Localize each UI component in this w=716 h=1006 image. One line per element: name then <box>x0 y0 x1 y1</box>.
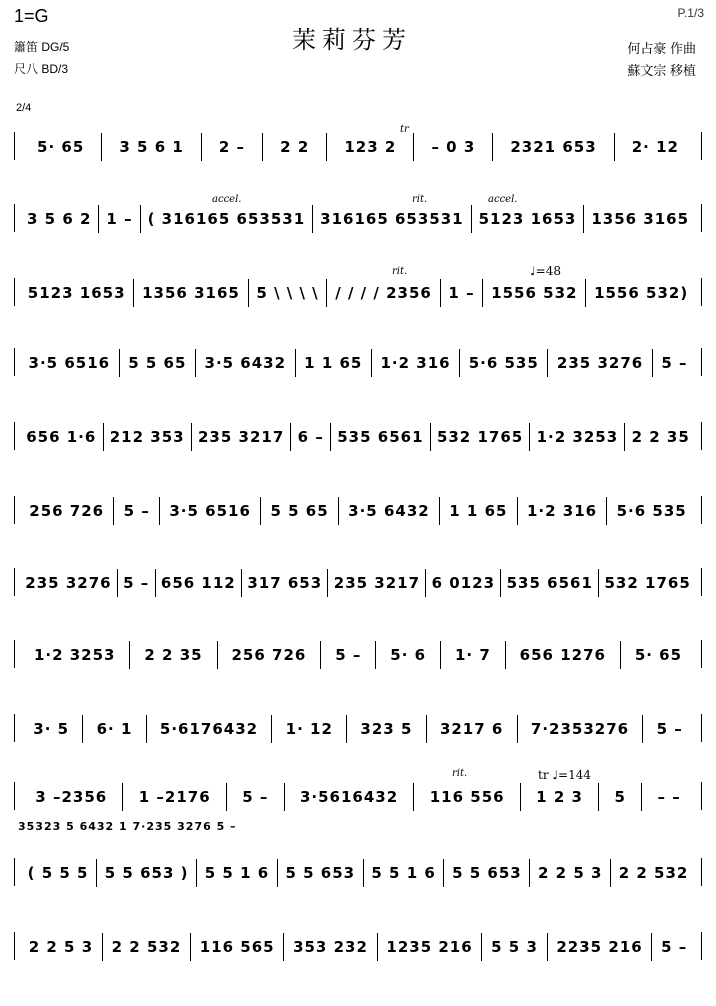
measure: ( 5 5 5 <box>20 859 97 887</box>
measure: 5 – <box>656 720 683 738</box>
measure: 3·5 6516 <box>160 497 261 525</box>
notation-row <box>14 924 702 970</box>
measure: 5 5 1 6 <box>197 859 278 887</box>
measure: 2 2 <box>263 133 327 161</box>
tempo-mark: ♩=48 <box>530 264 561 278</box>
measure: 1 – <box>441 279 484 307</box>
measure: 5 5 653 ) <box>97 859 197 887</box>
measure: 353 232 <box>284 933 377 961</box>
measure: 532 1765 <box>604 574 691 592</box>
measure: 535 6561 <box>331 423 431 451</box>
measure: 2 2 5 3 <box>530 859 611 887</box>
measure: 3 –2356 <box>20 783 123 811</box>
measure: 5123 1653 <box>20 279 134 307</box>
measure: 1 –2176 <box>123 783 226 811</box>
measure: 235 3217 <box>328 569 426 597</box>
barline <box>14 496 15 524</box>
measure: 1356 3165 <box>591 210 690 228</box>
measure: 5 5 653 <box>444 859 530 887</box>
measure: 5·6 535 <box>616 502 687 520</box>
measure: 5123 1653 <box>472 205 585 233</box>
key-signature: 1=G <box>14 6 49 26</box>
notation-row <box>14 340 702 386</box>
barline <box>14 640 15 668</box>
barline <box>14 348 15 376</box>
measure: 3· 5 <box>20 715 83 743</box>
measure: 5 <box>599 783 642 811</box>
instrument-line-1: 簫笛 DG/5 <box>14 40 70 54</box>
measure: 5 5 65 <box>261 497 339 525</box>
barline <box>701 204 702 232</box>
measure-group <box>20 632 696 678</box>
measure: 2 2 35 <box>130 641 217 669</box>
measure: 5 5 3 <box>482 933 547 961</box>
notation-row <box>14 706 702 752</box>
measure: 256 726 <box>20 497 114 525</box>
measure: 1·2 316 <box>372 349 460 377</box>
measure: 656 1·6 <box>20 423 104 451</box>
barline <box>14 132 15 160</box>
measure: 5· 65 <box>20 133 102 161</box>
barline <box>701 858 702 886</box>
notation-row <box>14 270 702 316</box>
measure: 316165 653531 <box>313 205 471 233</box>
measure: 1 2 3 <box>521 783 599 811</box>
measure: 1·2 316 <box>518 497 608 525</box>
measure: 5 – <box>227 783 285 811</box>
accel-mark: accel. <box>212 194 242 205</box>
measure: 2 2 532 <box>103 933 191 961</box>
notation-row <box>14 488 702 534</box>
barline <box>701 496 702 524</box>
notation-row <box>14 560 702 606</box>
measure: 212 353 <box>104 423 192 451</box>
measure: 3 5 6 1 <box>102 133 202 161</box>
measure: 5 – <box>114 497 160 525</box>
measure: 235 3217 <box>192 423 292 451</box>
measure-group <box>20 414 696 460</box>
barline <box>14 204 15 232</box>
measure-group <box>20 124 696 170</box>
measure: 6 – <box>291 423 331 451</box>
measure: 235 3276 <box>20 569 118 597</box>
measure: 3·5 6432 <box>339 497 440 525</box>
page-number: P.1/3 <box>677 6 704 20</box>
notation-row <box>14 850 702 896</box>
measure-group <box>20 488 696 534</box>
barline <box>14 782 15 810</box>
barline <box>701 640 702 668</box>
rit-mark: rit. <box>412 194 428 205</box>
measure: 1 1 65 <box>440 497 518 525</box>
measure: 3 5 6 2 <box>20 205 99 233</box>
measure: 1235 216 <box>378 933 483 961</box>
measure: 3·5 6516 <box>20 349 120 377</box>
measure: 1556 532) <box>594 284 689 302</box>
measure: 1 – <box>99 205 140 233</box>
measure-group <box>20 706 696 752</box>
measure: 6 0123 <box>426 569 501 597</box>
measure: 2· 12 <box>631 138 679 156</box>
measure: 535 6561 <box>501 569 599 597</box>
measure: 5· 6 <box>376 641 441 669</box>
measure: 1· 7 <box>441 641 506 669</box>
measure-group <box>20 270 696 316</box>
measure: 116 565 <box>191 933 284 961</box>
measure-group <box>20 560 696 606</box>
measure: 5 5 653 <box>278 859 364 887</box>
barline <box>701 278 702 306</box>
measure: 2235 216 <box>548 933 653 961</box>
measure: 3·5 6432 <box>196 349 296 377</box>
trill-mark: tr <box>400 124 409 135</box>
measure: 1·2 3253 <box>20 641 130 669</box>
measure: 323 5 <box>347 715 427 743</box>
barline <box>701 348 702 376</box>
measure: 317 653 <box>242 569 328 597</box>
measure: 2 2 35 <box>631 428 690 446</box>
measure: 532 1765 <box>431 423 531 451</box>
measure: – – <box>657 788 681 806</box>
measure: ( 316165 653531 <box>141 205 314 233</box>
measure: 5 \ \ \ \ <box>249 279 328 307</box>
barline <box>701 782 702 810</box>
secondary-notation-line: 35323 5 6432 1 7·235 3276 5 – <box>18 820 237 833</box>
measure: 5· 65 <box>634 646 683 664</box>
time-signature: 2/4 <box>16 102 32 114</box>
measure: / / / / 2356 <box>327 279 440 307</box>
measure: 2 – <box>202 133 263 161</box>
measure: 6· 1 <box>83 715 146 743</box>
accel-mark-2: accel. <box>488 194 518 205</box>
barline <box>14 858 15 886</box>
measure: 2 2 5 3 <box>20 933 103 961</box>
barline <box>14 422 15 450</box>
barline <box>701 714 702 742</box>
notation-row <box>14 196 702 242</box>
measure: 656 1276 <box>506 641 621 669</box>
measure: 656 112 <box>156 569 242 597</box>
measure: 2321 653 <box>493 133 614 161</box>
measure: 7·2353276 <box>518 715 644 743</box>
measure: 3217 6 <box>427 715 518 743</box>
measure: 235 3276 <box>548 349 652 377</box>
arranger-credit: 蘇文宗 移植 <box>627 63 696 78</box>
song-title: 茉莉芬芳 <box>292 26 412 54</box>
measure: 5 – <box>661 354 688 372</box>
measure: 5·6 535 <box>460 349 548 377</box>
measure: 1 1 65 <box>296 349 372 377</box>
measure: 256 726 <box>218 641 322 669</box>
barline <box>14 932 15 960</box>
measure-group <box>20 850 696 896</box>
barline <box>14 714 15 742</box>
measure: 1356 3165 <box>134 279 248 307</box>
measure: 116 556 <box>414 783 520 811</box>
measure: 5 – <box>661 938 688 956</box>
measure-group <box>20 924 696 970</box>
notation-row <box>14 774 702 820</box>
rit-mark-2: rit. <box>392 266 408 277</box>
measure: 1· 12 <box>272 715 347 743</box>
measure: 1·2 3253 <box>530 423 625 451</box>
measure: 5 5 1 6 <box>364 859 445 887</box>
barline <box>14 568 15 596</box>
measure: 5 – <box>321 641 376 669</box>
measure: 5·6176432 <box>147 715 273 743</box>
measure-group <box>20 196 696 242</box>
barline <box>701 132 702 160</box>
tempo-mark-2: tr ♩=144 <box>538 768 591 782</box>
rit-mark-3: rit. <box>452 768 468 779</box>
measure: 123 2 <box>327 133 414 161</box>
measure: 5 – <box>118 569 156 597</box>
measure-group <box>20 340 696 386</box>
measure-group <box>20 774 696 820</box>
barline <box>701 568 702 596</box>
measure: 1556 532 <box>483 279 586 307</box>
barline <box>701 932 702 960</box>
measure: 3·5616432 <box>285 783 415 811</box>
measure: 2 2 532 <box>618 864 689 882</box>
notation-row <box>14 124 702 170</box>
measure: 5 5 65 <box>120 349 196 377</box>
instrument-line-2: 尺八 BD/3 <box>14 62 69 76</box>
barline <box>14 278 15 306</box>
notation-row <box>14 414 702 460</box>
composer-credit: 何占豪 作曲 <box>627 41 696 56</box>
notation-row <box>14 632 702 678</box>
measure: – 0 3 <box>414 133 493 161</box>
barline <box>701 422 702 450</box>
